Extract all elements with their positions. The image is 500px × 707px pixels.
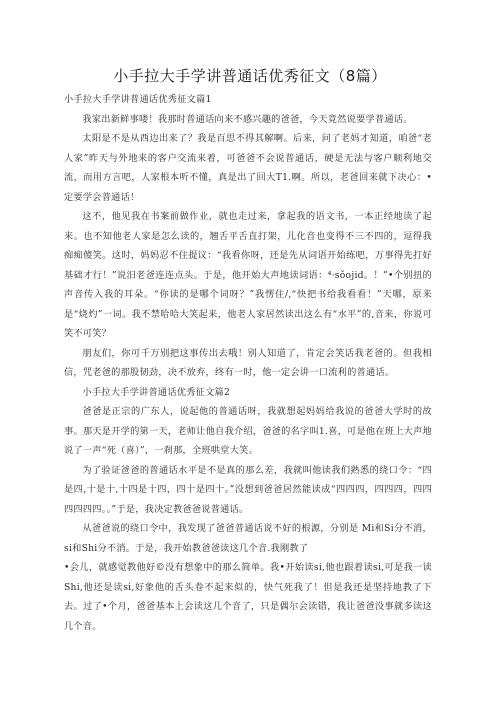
- section-heading: 小手拉大手学讲普通话优秀征文篇2: [82, 386, 231, 398]
- section-heading: •会儿，就感觉教他好©没有想象中的那么简单。我•开始读si,他也跟着读si,可是我一读Shi,他还是读si,好象他的舌头卷不起来似的，快气死我了！但是我还是坚持地教了下去。过了•个月，爸爸基本上会读这几个音了，只是偶尔会读错，我让爸爸没事就多读这几个音。: [64, 562, 432, 632]
- document-body: [64, 90, 432, 636]
- document-title: 小手拉大手学讲普通话优秀征文（8篇）: [113, 67, 387, 85]
- paragraph: 这不，他见我在书案前做作业，就也走过来，拿起我的语文书，一本正经地读了起来。也不知他老人家是怎么读的，翘舌平舌直打架，儿化音也变得不三不四的，逗得我痴痴傻笑。这时，妈妈忍不住提议：“我看你呀，还是先从词语开始练吧，万事得先打好基础才行！”说汨老爸连连点头。于是，他开始大声地读词语：⁴·sǒojid。！”•个别扭的声音传入我的耳朵。“你读的是哪个词呀？”我愣住/,“快把书给我看看！”天哪，原来是“烧灼”一词。我不禁哈哈大笑起来，他老人家居然读出这么有“水平”的,音来，你说可笑不可笑？: [64, 211, 432, 339]
- paragraph: 朋友们，你可千万别把这事传出去哦！别人知道了，肯定会笑话我老爸的。但我相信，咒老爸的那股韧劲，决不放弃，终有一时，他一定会讲一口流利的普通话。: [64, 347, 432, 378]
- paragraph: 我家出新鲜事喽！我那时普通话向来不感兴趣的爸爸，今天竟然说要学普通话。: [82, 113, 413, 125]
- paragraph: 爸爸是正宗的广东人，说起他的普通话呀，我就想起妈妈给我说的爸爸大学时的故事。那天是开学的第一天，老师让他自我介绍，爸爸的名字叫1.喜，可是他在班上大声地说了一声“死（喜）”，一刹那，全班哄堂大笑。: [64, 406, 432, 456]
- paragraph: 从爸爸说的绕口令中，我发现了爸爸普通话说不好的根源，分别是 Mi和Si分不消，si和Shi分不消。于是，我开始教爸爸读这几个音.我刚教了: [64, 523, 432, 554]
- paragraph: 为了验证爸爸的普通话水平是不是真的那么差，我就叫他读我们熟悉的绕口令：“四是四,十是十,十四是十四，四十是四十。”没想到爸爸居然能读成“四四四，四四四，四四四四四四。。”于是，我决定教爸爸说普通话。: [64, 464, 432, 515]
- paragraph: 太阳是不是从西边出来了？我是百思不得其解啊。后来，问了老妈才知道，咱爸“老人家”昨天与外地来的客户交流来着，可爸爸不会说普通话，硬是无法与客户顺利地交流，而用方言吧，人家根本听不懂，真是出了回大T1.啊。所以，老爸回来就下决心：•定要学会普通话！: [64, 133, 432, 203]
- section-heading: 小手拉大手学讲普通话优秀征文篇1: [64, 94, 212, 105]
